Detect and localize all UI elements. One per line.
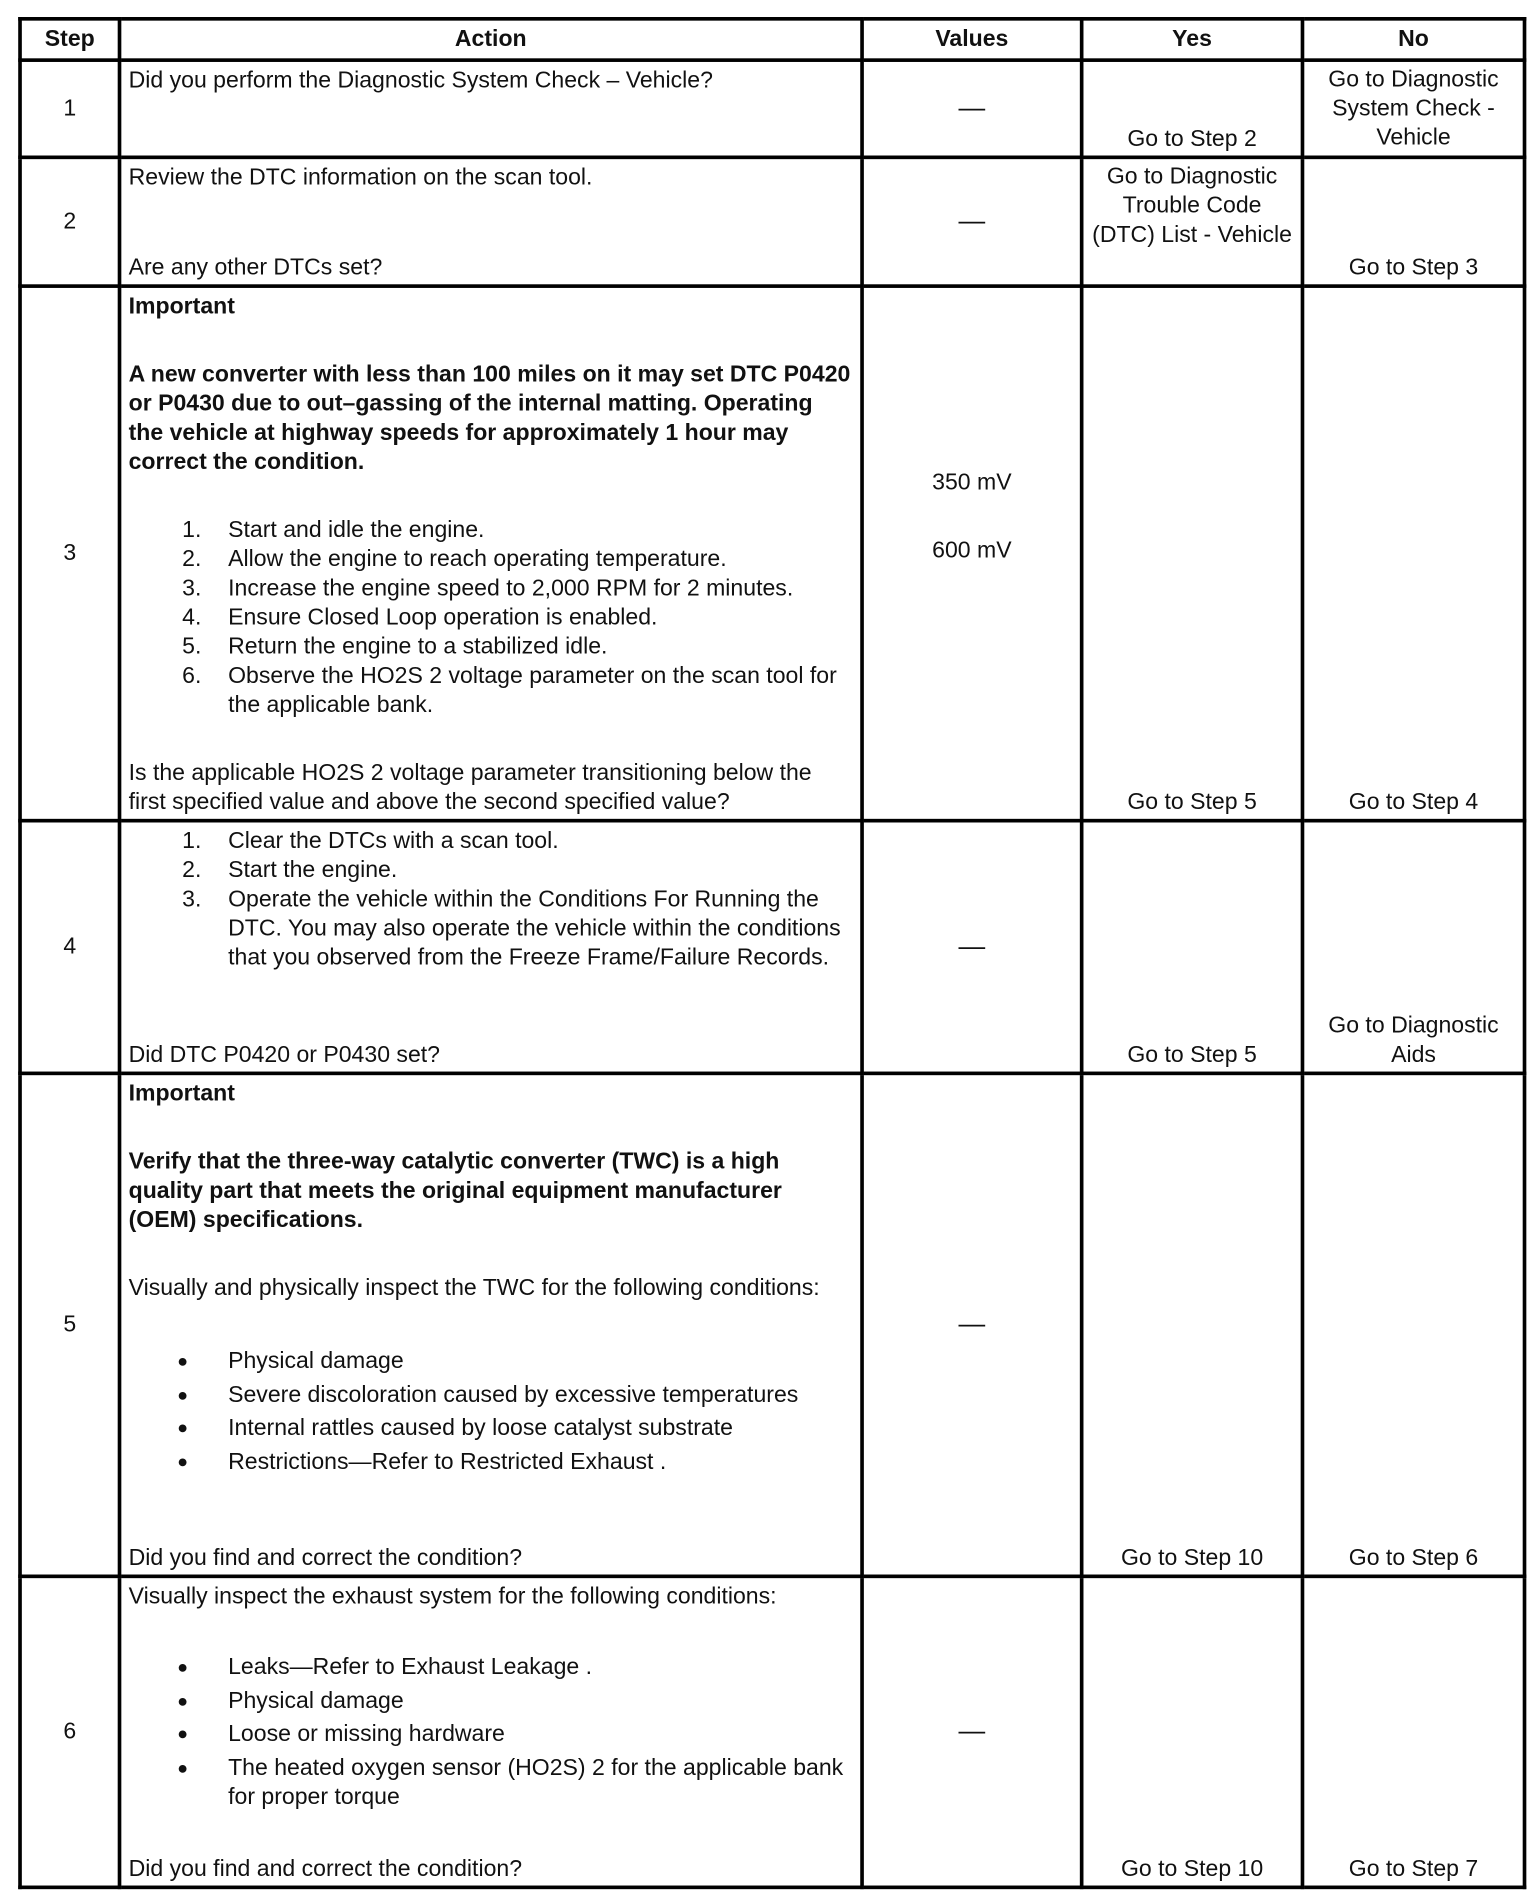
values-cell bbox=[862, 286, 1082, 821]
action-cell bbox=[120, 1073, 863, 1576]
first-value: 350 mV bbox=[932, 469, 1012, 496]
values-dash: — bbox=[958, 91, 986, 123]
question-text: Are any other DTCs set? bbox=[128, 255, 383, 281]
action-text: Review the DTC information on the scan tool. bbox=[128, 165, 593, 191]
important-label: Important bbox=[128, 1081, 235, 1107]
list-item: ● Physical damage bbox=[177, 1348, 404, 1375]
list-item: 2. Allow the engine to reach operating temperature. bbox=[182, 546, 727, 573]
table-row bbox=[20, 1073, 1524, 1576]
list-item: 2. Start the engine. bbox=[182, 857, 398, 884]
header-no: No bbox=[1302, 19, 1524, 60]
values-cell bbox=[862, 1576, 1082, 1887]
yes-link[interactable]: Go to Diagnostic Trouble Code (DTC) List - Vehicle bbox=[1082, 157, 1303, 286]
step-number: 6 bbox=[20, 1576, 119, 1887]
values-dash: — bbox=[958, 930, 986, 961]
list-item: ● Loose or missing hardware bbox=[177, 1721, 505, 1748]
values-dash: — bbox=[958, 1307, 986, 1339]
important-label: Important bbox=[128, 294, 235, 320]
second-value: 600 mV bbox=[932, 537, 1012, 564]
yes-link[interactable]: Go to Step 2 bbox=[1082, 60, 1303, 157]
no-link[interactable]: Go to Step 4 bbox=[1302, 286, 1524, 821]
list-item: 1. Start and idle the engine. bbox=[182, 517, 485, 544]
question-text: Did DTC P0420 or P0430 set? bbox=[128, 1042, 440, 1068]
list-item: 3. Increase the engine speed to 2,000 RPM for 2 minutes. bbox=[182, 575, 794, 602]
step-number: 2 bbox=[20, 157, 119, 286]
condition-list bbox=[129, 1347, 853, 1476]
list-item: ● Leaks—Refer to Exhaust Leakage . bbox=[177, 1654, 593, 1681]
no-link[interactable]: Go to Diagnostic Aids bbox=[1302, 821, 1524, 1074]
step-number: 1 bbox=[20, 60, 119, 157]
values-cell bbox=[862, 821, 1082, 1074]
table-row bbox=[20, 286, 1524, 821]
yes-link[interactable]: Go to Step 10 bbox=[1082, 1073, 1303, 1576]
yes-link[interactable]: Go to Step 10 bbox=[1082, 1576, 1303, 1887]
step-number: 5 bbox=[20, 1073, 119, 1576]
important-text: Verify that the three-way catalytic converter (TWC) is a high quality part that meets the original equipment manufacturer (OEM) specifications. bbox=[128, 1149, 782, 1234]
action-text: Visually and physically inspect the TWC for the following conditions: bbox=[128, 1275, 820, 1302]
step-number: 4 bbox=[20, 821, 119, 1074]
table-row bbox=[20, 157, 1524, 286]
values-cell bbox=[862, 60, 1082, 157]
question-text: Did you find and correct the condition? bbox=[128, 1545, 523, 1571]
step-number: 3 bbox=[20, 286, 119, 821]
table-row bbox=[20, 821, 1524, 1074]
action-cell bbox=[120, 157, 863, 286]
no-link[interactable]: Go to Step 3 bbox=[1302, 157, 1524, 286]
yes-link[interactable]: Go to Step 5 bbox=[1082, 286, 1303, 821]
values-dash: — bbox=[958, 204, 986, 236]
condition-list bbox=[129, 1653, 853, 1812]
values-dash: — bbox=[958, 1714, 986, 1746]
list-item: ● The heated oxygen sensor (HO2S) 2 for the applicable bank for proper torque bbox=[177, 1754, 844, 1810]
list-item: 5. Return the engine to a stabilized idle. bbox=[182, 634, 608, 660]
no-link[interactable]: Go to Step 6 bbox=[1302, 1073, 1524, 1576]
question-text: Is the applicable HO2S 2 voltage parameter transitioning below the first specified value and above the second specified value? bbox=[128, 760, 812, 816]
list-item: ● Severe discoloration caused by excessive temperatures bbox=[177, 1381, 799, 1408]
header-yes: Yes bbox=[1082, 19, 1303, 60]
header-step: Step bbox=[20, 19, 119, 60]
header-row bbox=[20, 19, 1524, 60]
important-text: A new converter with less than 100 miles on it may set DTC P0420 or P0430 due to out–gassing of the internal matting. Operating the vehicle at highway speeds for approximately 1 hour may correct the condition. bbox=[128, 362, 851, 476]
table-row bbox=[20, 1576, 1524, 1887]
list-item: ● Internal rattles caused by loose catalyst substrate bbox=[177, 1415, 733, 1441]
action-cell bbox=[120, 286, 863, 821]
diagnostic-table bbox=[18, 17, 1526, 1889]
header-action: Action bbox=[120, 19, 863, 60]
list-item: ● Restrictions—Refer to Restricted Exhaust . bbox=[177, 1448, 667, 1475]
question-text: Did you perform the Diagnostic System Check – Vehicle? bbox=[128, 68, 713, 94]
list-item: 1. Clear the DTCs with a scan tool. bbox=[182, 828, 559, 855]
procedure-list bbox=[129, 516, 853, 720]
values-cell bbox=[862, 1073, 1082, 1576]
action-text: Visually inspect the exhaust system for the following conditions: bbox=[128, 1584, 777, 1610]
action-cell bbox=[120, 60, 863, 157]
no-link[interactable]: Go to Step 7 bbox=[1302, 1576, 1524, 1887]
table-row bbox=[20, 60, 1524, 157]
action-cell bbox=[120, 1576, 863, 1887]
list-item: 4. Ensure Closed Loop operation is enabled. bbox=[182, 605, 658, 631]
header-values: Values bbox=[862, 19, 1082, 60]
no-link[interactable]: Go to Diagnostic System Check - Vehicle bbox=[1302, 60, 1524, 157]
values-cell bbox=[862, 157, 1082, 286]
yes-link[interactable]: Go to Step 5 bbox=[1082, 821, 1303, 1074]
list-item: 3. Operate the vehicle within the Conditions For Running the DTC. You may also operate the vehicle within the conditions that you observed from the Freeze Frame/Failure Records. bbox=[182, 886, 841, 971]
question-text: Did you find and correct the condition? bbox=[128, 1856, 523, 1882]
procedure-list bbox=[129, 827, 853, 973]
list-item: ● Physical damage bbox=[177, 1688, 404, 1714]
list-item: 6. Observe the HO2S 2 voltage parameter on the scan tool for the applicable bank. bbox=[182, 663, 837, 719]
action-cell bbox=[120, 821, 863, 1074]
